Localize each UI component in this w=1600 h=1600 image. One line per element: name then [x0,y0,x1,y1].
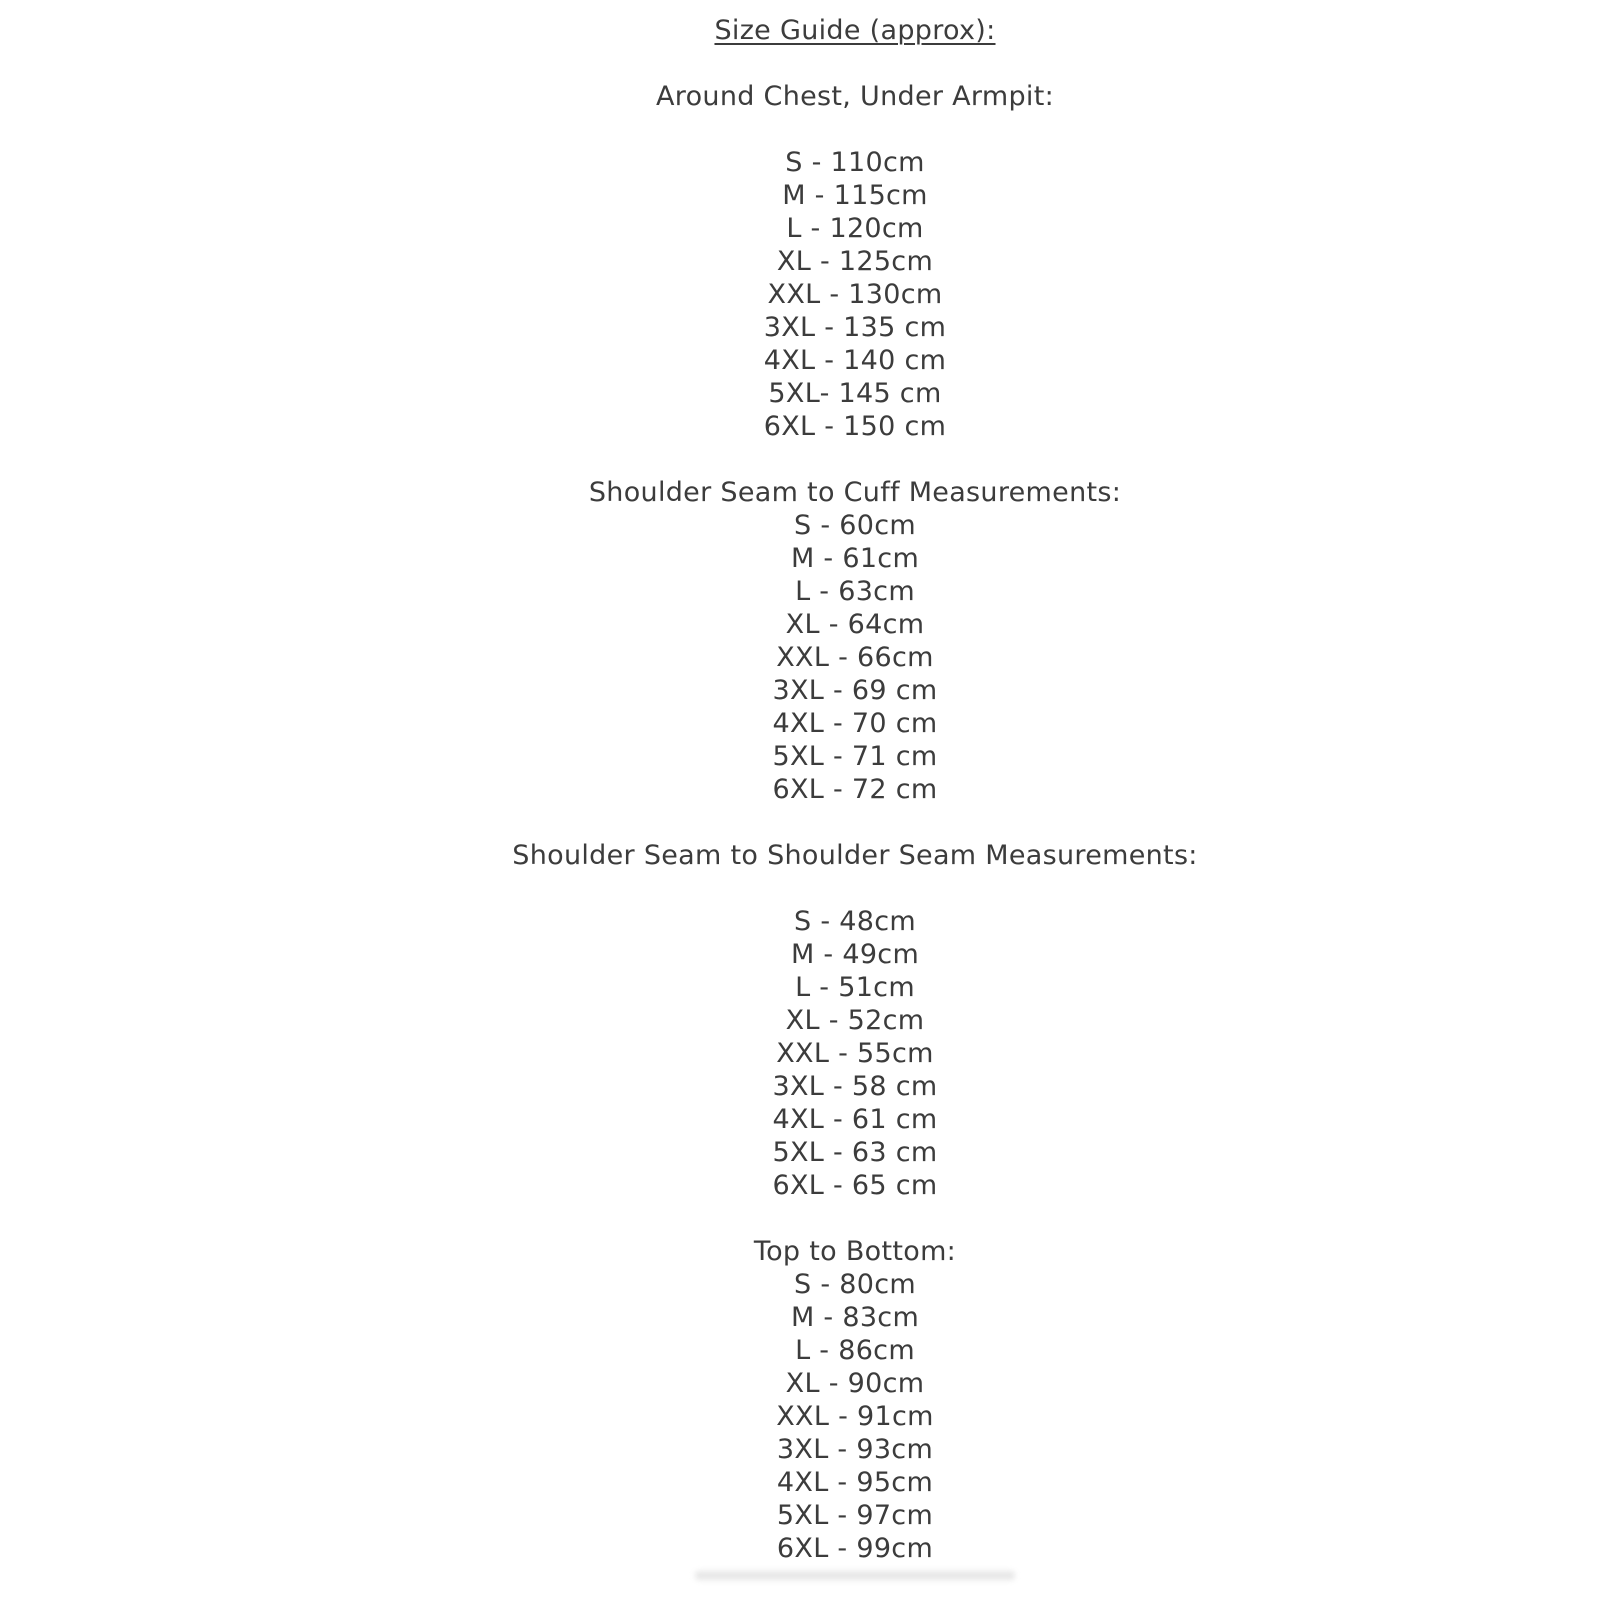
size-item: XL - 64cm [785,609,925,640]
size-item: 5XL - 63 cm [772,1137,938,1168]
page-title: Size Guide (approx): [714,15,996,46]
size-item: 6XL - 99cm [776,1533,934,1564]
section-heading: Top to Bottom: [753,1236,957,1267]
size-item: 6XL - 150 cm [763,411,947,442]
size-item: 4XL - 95cm [776,1467,934,1498]
section-heading: Shoulder Seam to Shoulder Seam Measurements: [512,840,1198,871]
size-item: L - 120cm [786,213,924,244]
size-section [110,1235,1600,1565]
size-item: 3XL - 135 cm [763,312,947,343]
size-item: L - 51cm [795,972,915,1003]
size-item: 4XL - 70 cm [772,708,938,739]
size-guide-sections [110,80,1600,1565]
size-item: 3XL - 93cm [776,1434,934,1465]
size-item: 6XL - 72 cm [772,774,938,805]
size-section [110,80,1600,443]
size-item: XXL - 91cm [776,1401,934,1432]
size-item: 3XL - 58 cm [772,1071,938,1102]
size-item: 5XL - 97cm [776,1500,934,1531]
size-item: XXL - 130cm [767,279,943,310]
size-item: M - 49cm [790,939,920,970]
size-item: XL - 52cm [785,1005,925,1036]
size-item: XXL - 66cm [776,642,934,673]
size-item: 4XL - 61 cm [772,1104,938,1135]
section-heading: Shoulder Seam to Cuff Measurements: [588,477,1122,508]
size-item: L - 86cm [795,1335,915,1366]
size-item: S - 80cm [794,1269,916,1300]
cutoff-line-artifact [695,1571,1015,1580]
section-heading: Around Chest, Under Armpit: [656,81,1054,112]
size-item: XL - 125cm [776,246,934,277]
size-item: S - 48cm [794,906,916,937]
size-item: M - 115cm [782,180,928,211]
size-item: M - 61cm [790,543,920,574]
size-item: XL - 90cm [785,1368,925,1399]
size-item: 5XL- 145 cm [768,378,942,409]
size-item: 4XL - 140 cm [763,345,947,376]
size-item: S - 110cm [785,147,925,178]
size-item: 5XL - 71 cm [772,741,938,772]
size-item: 3XL - 69 cm [772,675,938,706]
size-section [110,839,1600,1202]
size-item: M - 83cm [790,1302,920,1333]
size-item: XXL - 55cm [776,1038,934,1069]
size-item: S - 60cm [794,510,916,541]
size-item: 6XL - 65 cm [772,1170,938,1201]
size-item: L - 63cm [795,576,915,607]
size-section [110,476,1600,806]
